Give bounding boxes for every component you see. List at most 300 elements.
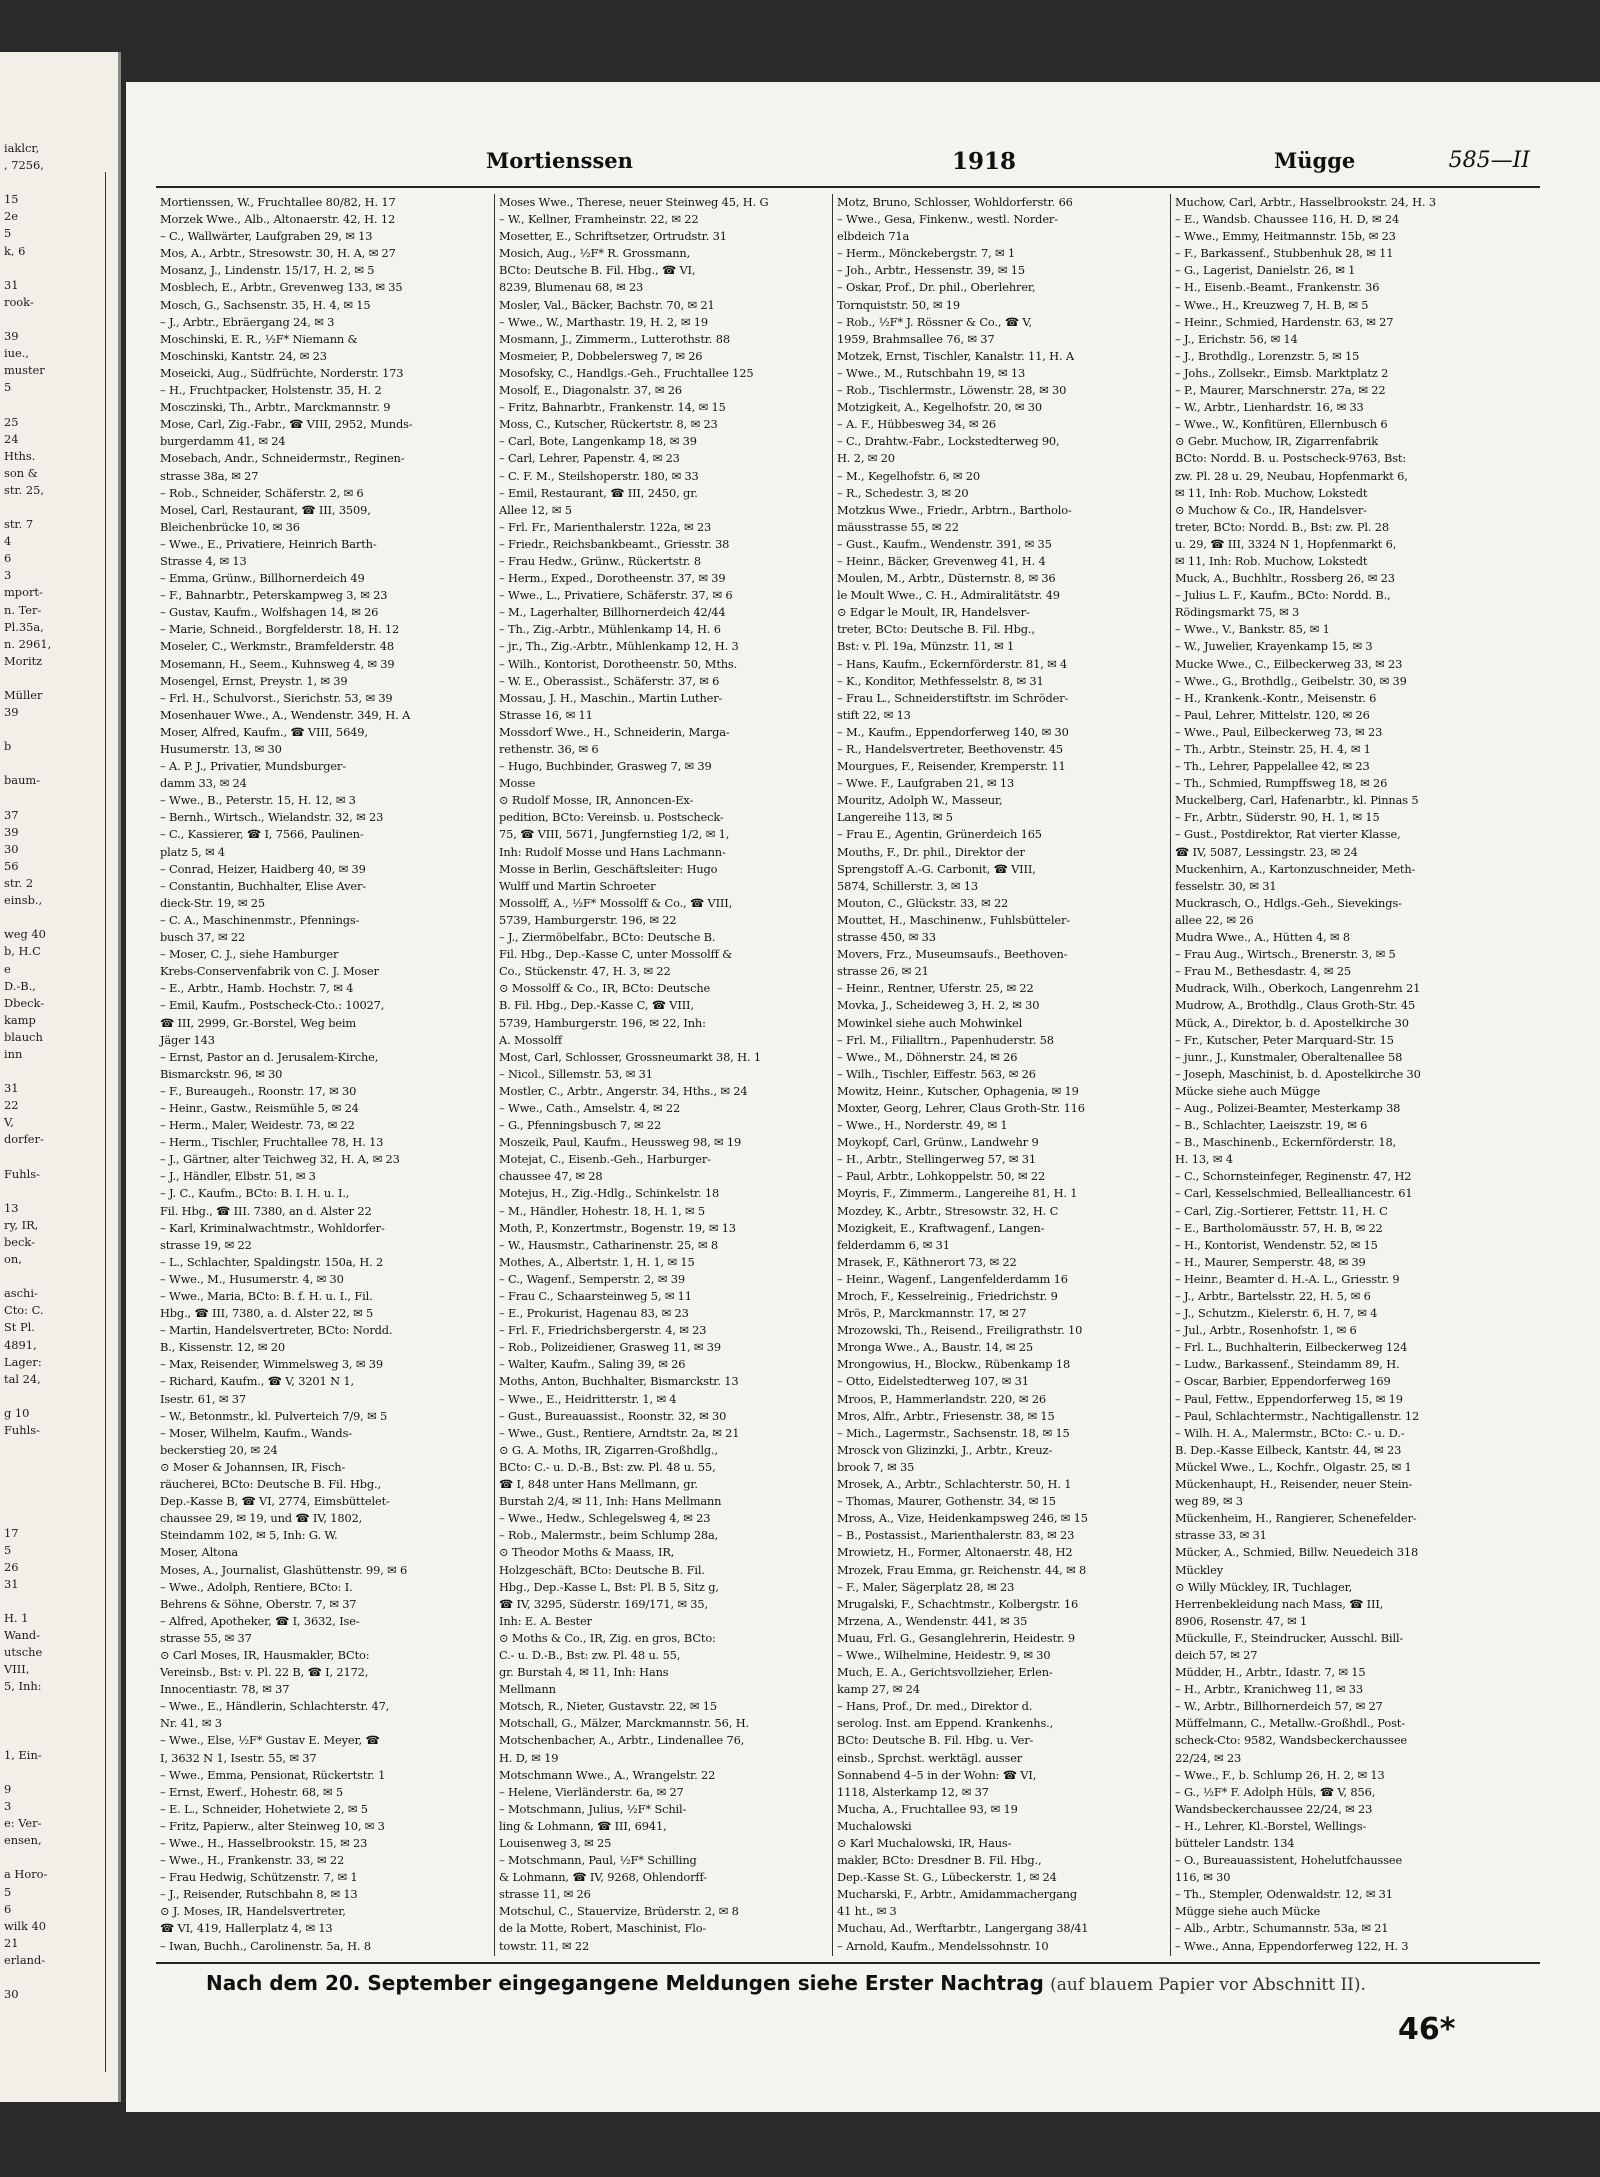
directory-entry-line: 22/24, ✉ 23	[1175, 1750, 1242, 1765]
left-page-line: dorfer-	[4, 1132, 44, 1147]
left-page-line: , 7256,	[4, 158, 44, 173]
directory-entry-line: H. 13, ✉ 4	[1175, 1152, 1233, 1167]
directory-entry-line: Most, Carl, Schlosser, Grossneumarkt 38, H. 1	[499, 1049, 761, 1064]
directory-entry-line: Mossdorf Wwe., H., Schneiderin, Marga-	[499, 724, 730, 739]
left-page-line	[0, 1764, 118, 1781]
directory-entry-line: – A. P. J., Privatier, Mundsburger-	[160, 759, 346, 774]
directory-entry-line: – C., Wagenf., Semperstr. 2, ✉ 39	[499, 1271, 685, 1286]
column-1	[156, 194, 486, 1956]
directory-entry-line: – Helene, Vierländerstr. 6a, ✉ 27	[499, 1784, 684, 1799]
left-page-line: iaklcr,	[4, 141, 40, 155]
directory-entry-line: Fil. Hbg., ☎ III. 7380, an d. Alster 22	[160, 1203, 372, 1218]
directory-entry-line: – F., Bahnarbtr., Peterskampweg 3, ✉ 23	[160, 588, 388, 603]
directory-entry-line: Herrenbekleidung nach Mass, ☎ III,	[1175, 1596, 1384, 1611]
directory-entry-line: – W., Arbtr., Lienhardstr. 16, ✉ 33	[1175, 400, 1364, 415]
directory-entry-line: – Heinr., Schmied, Hardenstr. 63, ✉ 27	[1175, 314, 1394, 329]
directory-entry-line: Mosanz, J., Lindenstr. 15/17, H. 2, ✉ 5	[160, 263, 375, 278]
directory-entry-line: – Wwe., W., Konfitüren, Ellernbusch 6	[1175, 417, 1388, 432]
left-page-line: n. Ter-	[4, 602, 42, 617]
directory-entry-line: makler, BCto: Dresdner B. Fil. Hbg.,	[837, 1853, 1042, 1868]
directory-entry-line: Mos, A., Arbtr., Stresowstr. 30, H. A, ✉ 27	[160, 246, 396, 261]
header-last-name: Mügge	[1274, 148, 1356, 173]
directory-entry-line: – Wwe., Else, ½F* Gustav E. Meyer, ☎	[160, 1733, 380, 1748]
directory-entry-line: Much, E. A., Gerichtsvollzieher, Erlen-	[837, 1665, 1053, 1680]
directory-entry-line: Motschmann Wwe., A., Wrangelstr. 22	[499, 1767, 716, 1782]
directory-entry-line: – Wwe., H., Hasselbrookstr. 15, ✉ 23	[160, 1836, 368, 1850]
directory-entry-line: Mück, A., Direktor, b. d. Apostelkirche 30	[1175, 1015, 1409, 1030]
left-page-line	[0, 1849, 118, 1866]
left-page-line: muster	[4, 363, 45, 378]
directory-entry-line: – M., Händler, Hohestr. 18, H. 1, ✉ 5	[499, 1203, 705, 1218]
directory-entry-line: – Emil, Kaufm., Postscheck-Cto.: 10027,	[160, 998, 385, 1013]
directory-entry-line: – Wwe., Maria, BCto: B. f. H. u. I., Fil.	[160, 1289, 373, 1303]
directory-entry-line: – W., Hausmstr., Catharinenstr. 25, ✉ 8	[499, 1237, 718, 1252]
directory-entry-line: Muchau, Ad., Werftarbtr., Langergang 38/41	[837, 1921, 1089, 1936]
directory-entry-line: – Ludw., Barkassenf., Steindamm 89, H.	[1175, 1357, 1400, 1372]
left-page-line: 5	[4, 226, 12, 241]
directory-entry-line: Mrozek, Frau Emma, gr. Reichenstr. 44, ✉ 8	[837, 1562, 1087, 1577]
directory-entry-line: ⊙ Carl Moses, IR, Hausmakler, BCto:	[160, 1647, 370, 1662]
directory-entry-line: – Alb., Arbtr., Schumannstr. 53a, ✉ 21	[1175, 1921, 1389, 1936]
directory-entry-line: ⊙ Gebr. Muchow, IR, Zigarrenfabrik	[1175, 434, 1379, 449]
directory-entry-line: fesselstr. 30, ✉ 31	[1175, 878, 1277, 893]
left-page-line	[0, 670, 118, 687]
directory-entry-line: Motschul, C., Stauervize, Brüderstr. 2, ✉ 8	[499, 1904, 739, 1919]
directory-entry-line: – Conrad, Heizer, Haidberg 40, ✉ 39	[160, 861, 366, 876]
left-page-line: 22	[4, 1098, 19, 1113]
directory-entry-line: – Moser, Wilhelm, Kaufm., Wands-	[160, 1425, 352, 1440]
directory-entry-line: – Julius L. F., Kaufm., BCto: Nordd. B.,	[1175, 588, 1391, 603]
directory-entry-line: Mückulle, F., Steindrucker, Ausschl. Bill-	[1175, 1630, 1404, 1645]
directory-entry-line: – Carl, Kesselschmied, Bellealliancestr. 61	[1175, 1186, 1413, 1201]
directory-entry-line: – Emma, Grünw., Billhornerdeich 49	[160, 571, 365, 586]
directory-entry-line: Mrozowski, Th., Reisend., Freiligrathstr. 10	[837, 1323, 1083, 1338]
directory-entry-line: chaussee 47, ✉ 28	[499, 1169, 603, 1184]
left-page-line: erland-	[4, 1952, 46, 1967]
directory-entry-line: Müdder, H., Arbtr., Idastr. 7, ✉ 15	[1175, 1665, 1366, 1680]
directory-entry-line: – Wwe., Adolph, Rentiere, BCto: I.	[160, 1579, 353, 1594]
directory-entry-line: Muckenhirn, A., Kartonzuschneider, Meth-	[1175, 861, 1416, 876]
footer-note	[206, 1971, 1366, 1995]
directory-entry-line: – Hugo, Buchbinder, Grasweg 7, ✉ 39	[499, 759, 712, 774]
directory-entry-line: – Wwe., B., Peterstr. 15, H. 12, ✉ 3	[160, 793, 356, 808]
directory-entry-line: – J., Ziermöbelfabr., BCto: Deutsche B.	[499, 930, 716, 945]
directory-entry-line: Mowitz, Heinr., Kutscher, Ophagenia, ✉ 19	[837, 1083, 1079, 1098]
directory-entry-line: I, 3632 N 1, Isestr. 55, ✉ 37	[160, 1750, 317, 1765]
directory-entry-line: dieck-Str. 19, ✉ 25	[160, 895, 265, 910]
directory-entry-line: – Richard, Kaufm., ☎ V, 3201 N 1,	[160, 1374, 354, 1389]
directory-entry-line: Mosetter, E., Schriftsetzer, Ortrudstr. 31	[499, 229, 727, 244]
directory-entry-line: – Wwe., H., Frankenstr. 33, ✉ 22	[160, 1853, 345, 1868]
directory-entry-line: Moses, A., Journalist, Glashüttenstr. 99, ✉ 6	[160, 1562, 408, 1577]
left-page-line	[0, 499, 118, 516]
directory-entry-line: – Th., Zig.-Arbtr., Mühlenkamp 14, H. 6	[499, 622, 721, 637]
directory-entry-line: – Thomas, Maurer, Gothenstr. 34, ✉ 15	[837, 1494, 1056, 1509]
directory-entry-line: scheck-Cto: 9582, Wandsbeckerchaussee	[1175, 1733, 1408, 1748]
directory-entry-line: – E. L., Schneider, Hohetwiete 2, ✉ 5	[160, 1801, 368, 1816]
directory-entry-line: Rödingsmarkt 75, ✉ 3	[1175, 605, 1300, 620]
directory-entry-line: – Wwe., Paul, Eilbeckerweg 73, ✉ 23	[1175, 724, 1383, 739]
directory-entry-line: Moth, P., Konzertmstr., Bogenstr. 19, ✉ 13	[499, 1220, 736, 1235]
directory-entry-line: Muchow, Carl, Arbtr., Hasselbrookstr. 24, H. 3	[1175, 195, 1436, 209]
directory-entry-line: Moseler, C., Werkmstr., Bramfelderstr. 48	[160, 639, 394, 654]
directory-entry-line: Mroch, F., Kesselreinig., Friedrichstr. 9	[837, 1289, 1058, 1303]
directory-entry-line: Mosse	[499, 776, 536, 791]
left-page-line: n. 2961,	[4, 636, 52, 651]
directory-entry-line: – F., Barkassenf., Stubbenhuk 28, ✉ 11	[1175, 246, 1394, 261]
left-page-column-rule	[105, 172, 106, 2072]
directory-entry-line: Nr. 41, ✉ 3	[160, 1716, 222, 1731]
directory-entry-line: elbdeich 71a	[837, 229, 910, 244]
directory-entry-line: ☎ III, 2999, Gr.-Borstel, Weg beim	[160, 1015, 357, 1030]
directory-entry-line: – Nicol., Sillemstr. 53, ✉ 31	[499, 1066, 653, 1081]
directory-entry-line: Mosler, Val., Bäcker, Bachstr. 70, ✉ 21	[499, 297, 715, 312]
left-page-line	[0, 1508, 118, 1525]
directory-entry-line: – F., Maler, Sägerplatz 28, ✉ 23	[837, 1579, 1015, 1594]
directory-entry-line: Mrosck von Glizinzki, J., Arbtr., Kreuz-	[837, 1442, 1053, 1457]
left-page-line: ensen,	[4, 1833, 42, 1848]
directory-entry-line: Mouttet, H., Maschinenw., Fuhlsbütteler-	[837, 912, 1070, 927]
directory-entry-line: Motz, Bruno, Schlosser, Wohldorferstr. 66	[837, 195, 1073, 209]
directory-entry-line: Burstah 2/4, ✉ 11, Inh: Hans Mellmann	[499, 1494, 722, 1509]
directory-entry-line: B. Dep.-Kasse Eilbeck, Kantstr. 44, ✉ 23	[1175, 1442, 1402, 1457]
directory-entry-line: – Carl, Bote, Langenkamp 18, ✉ 39	[499, 434, 697, 449]
directory-entry-line: Mouton, C., Glückstr. 33, ✉ 22	[837, 895, 1009, 910]
directory-entry-line: – Rob., Tischlermstr., Löwenstr. 28, ✉ 30	[837, 383, 1067, 398]
directory-entry-line: – Wwe., Gust., Rentiere, Arndtstr. 2a, ✉ 21	[499, 1425, 740, 1440]
directory-entry-line: de la Motte, Robert, Maschinist, Flo-	[499, 1921, 707, 1936]
left-page-line: 30	[4, 1987, 19, 2002]
directory-entry-line: chaussee 29, ✉ 19, und ☎ IV, 1802,	[160, 1511, 363, 1526]
left-page-line: k, 6	[4, 243, 26, 258]
directory-entry-line: Mrasek, F., Käthnerort 73, ✉ 22	[837, 1254, 1017, 1269]
directory-entry-line: – B., Postassist., Marienthalerstr. 83, ✉ 23	[837, 1528, 1075, 1543]
directory-entry-line: Isestr. 61, ✉ 37	[160, 1391, 246, 1406]
directory-entry-line: Mothes, A., Albertstr. 1, H. 1, ✉ 15	[499, 1254, 695, 1269]
directory-entry-line: Motejus, H., Zig.-Hdlg., Schinkelstr. 18	[499, 1186, 720, 1201]
directory-entry-line: – Ernst, Pastor an d. Jerusalem-Kirche,	[160, 1049, 379, 1064]
footer-note-main: Nach dem 20. September eingegangene Meldungen siehe Erster Nachtrag	[206, 1971, 1044, 1995]
directory-entry-line: – Herm., Exped., Dorotheenstr. 37, ✉ 39	[499, 571, 726, 586]
directory-entry-line: 75, ☎ VIII, 5671, Jungfernstieg 1/2, ✉ 1,	[499, 827, 730, 842]
left-page-line: kamp	[4, 1012, 36, 1027]
directory-entry-line: – Hans, Kaufm., Eckernförderstr. 81, ✉ 4	[837, 656, 1068, 671]
directory-entry-line: – H., Maurer, Semperstr. 48, ✉ 39	[1175, 1254, 1366, 1269]
directory-entry-line: & Lohmann, ☎ IV, 9268, Ohlendorff-	[499, 1870, 707, 1885]
directory-entry-line: – Aug., Polizei-Beamter, Mesterkamp 38	[1175, 1100, 1401, 1115]
directory-entry-line: – B., Schlachter, Laeiszstr. 19, ✉ 6	[1175, 1118, 1368, 1133]
directory-entry-line: burgerdamm 41, ✉ 24	[160, 434, 286, 449]
directory-entry-line: – Paul, Lehrer, Mittelstr. 120, ✉ 26	[1175, 707, 1370, 722]
directory-entry-line: – E., Wandsb. Chaussee 116, H. D, ✉ 24	[1175, 212, 1400, 227]
directory-entry-line: Mosich, Aug., ½F* R. Grossmann,	[499, 246, 691, 261]
directory-entry-line: – H., Kontorist, Wendenstr. 52, ✉ 15	[1175, 1237, 1378, 1252]
directory-entry-line	[833, 1955, 1163, 1956]
directory-entry-line: – M., Kegelhofstr. 6, ✉ 20	[837, 468, 980, 483]
directory-entry-line: – Wilh., Kontorist, Dorotheenstr. 50, Mths.	[499, 656, 738, 671]
left-page-line: Wand-	[4, 1628, 40, 1643]
directory-entry-line: ⊙ G. A. Moths, IR, Zigarren-Großhdlg.,	[499, 1442, 718, 1457]
directory-entry-line: – Joseph, Maschinist, b. d. Apostelkirche 30	[1175, 1066, 1421, 1081]
directory-entry-line: – H., Eisenb.-Beamt., Frankenstr. 36	[1175, 280, 1380, 295]
sheet-number: 46*	[1398, 2012, 1456, 2047]
directory-entry-line: 1959, Brahmsallee 76, ✉ 37	[837, 331, 995, 346]
directory-entry-line: – Frl. M., Filialltrn., Papenhuderstr. 58	[837, 1032, 1054, 1047]
directory-entry-line: – Motschmann, Julius, ½F* Schil-	[499, 1801, 687, 1816]
directory-entry-line: Moser, Altona	[160, 1545, 239, 1560]
directory-entry-line: Mückenhaupt, H., Reisender, neuer Stein-	[1175, 1477, 1413, 1492]
directory-entry-line: – junr., J., Kunstmaler, Oberaltenallee 58	[1175, 1049, 1403, 1064]
directory-entry-line: B., Kissenstr. 12, ✉ 20	[160, 1340, 285, 1355]
directory-entry-line: Mückenheim, H., Rangierer, Schenefelder-	[1175, 1511, 1417, 1526]
directory-entry-line: – J., Arbtr., Bartelsstr. 22, H. 5, ✉ 6	[1175, 1289, 1371, 1303]
directory-entry-line: – Constantin, Buchhalter, Elise Aver-	[160, 878, 367, 893]
directory-entry-line: – Bernh., Wirtsch., Wielandstr. 32, ✉ 23	[160, 810, 384, 825]
directory-entry-line: ling & Lohmann, ☎ III, 6941,	[499, 1818, 667, 1833]
directory-entry-line: ⊙ Moths & Co., IR, Zig. en gros, BCto:	[499, 1630, 716, 1645]
left-page-line	[0, 1593, 118, 1610]
directory-entry-line: Muau, Frl. G., Gesanglehrerin, Heidestr. 9	[837, 1630, 1075, 1645]
directory-entry-line: ✉ 11, Inh: Rob. Muchow, Lokstedt	[1175, 553, 1368, 568]
directory-entry-line: – E., Bartholomäusstr. 57, H. B, ✉ 22	[1175, 1220, 1383, 1235]
directory-entry-line: Mucha, A., Fruchtallee 93, ✉ 19	[837, 1801, 1018, 1816]
left-page-line	[0, 721, 118, 738]
directory-entry-line: towstr. 11, ✉ 22	[499, 1938, 590, 1953]
left-page-line	[0, 311, 118, 328]
directory-entry-line: – W., Kellner, Framheinstr. 22, ✉ 22	[499, 212, 699, 227]
directory-entry-line: – Carl, Lehrer, Papenstr. 4, ✉ 23	[499, 451, 680, 466]
directory-entry-line: – Th., Arbtr., Steinstr. 25, H. 4, ✉ 1	[1175, 742, 1371, 756]
directory-entry-line: Allee 12, ✉ 5	[499, 502, 572, 517]
page-header	[156, 148, 1530, 188]
directory-entry-line: – Wwe., Emma, Pensionat, Rückertstr. 1	[160, 1767, 386, 1782]
directory-entry-line: Jäger 143	[160, 1032, 215, 1047]
directory-entry-line: – G., ½F* F. Adolph Hüls, ☎ V, 856,	[1175, 1784, 1376, 1799]
left-page-line: str. 25,	[4, 482, 44, 497]
directory-entry-line: – Motschmann, Paul, ½F* Schilling	[499, 1853, 697, 1868]
directory-entry-line: – Wwe., W., Marthastr. 19, H. 2, ✉ 19	[499, 314, 708, 329]
directory-entry-line: – Marie, Schneid., Borgfelderstr. 18, H. 12	[160, 622, 400, 637]
directory-entry-line: – Wwe., Anna, Eppendorferweg 122, H. 3	[1175, 1938, 1409, 1953]
directory-entry-line: – Jul., Arbtr., Rosenhofstr. 1, ✉ 6	[1175, 1323, 1357, 1338]
directory-entry-line: ⊙ J. Moses, IR, Handelsvertreter,	[160, 1904, 346, 1919]
footer-rule	[156, 1962, 1540, 1964]
left-page-line: Dbeck-	[4, 995, 45, 1010]
directory-entry-line: Mose, Carl, Zig.-Fabr., ☎ VIII, 2952, Munds-	[160, 417, 413, 432]
left-page-line: on,	[4, 1252, 22, 1267]
directory-entry-line: – Wwe., Emmy, Heitmannstr. 15b, ✉ 23	[1175, 229, 1396, 244]
directory-entry-line: – H., Lehrer, Kl.-Borstel, Wellings-	[1175, 1818, 1367, 1833]
directory-entry-line: – Frau M., Bethesdastr. 4, ✉ 25	[1175, 964, 1351, 979]
left-page-line: wilk 40	[4, 1918, 47, 1933]
directory-entry-line: Moser, Alfred, Kaufm., ☎ VIII, 5649,	[160, 724, 368, 739]
directory-entry-line: Mosel, Carl, Restaurant, ☎ III, 3509,	[160, 502, 371, 517]
directory-entry-line: strasse 38a, ✉ 27	[160, 468, 259, 483]
directory-entry-line: H. D, ✉ 19	[499, 1750, 559, 1765]
directory-entry-line: – Iwan, Buchh., Carolinenstr. 5a, H. 8	[160, 1938, 371, 1953]
directory-entry-line: – jr., Th., Zig.-Arbtr., Mühlenkamp 12, H. 3	[499, 639, 739, 654]
directory-entry-line: Mronga Wwe., A., Baustr. 14, ✉ 25	[837, 1340, 1033, 1355]
directory-entry-line: Sprengstoff A.-G. Carbonit, ☎ VIII,	[837, 861, 1036, 876]
directory-entry-line: – C., Kassierer, ☎ I, 7566, Paulinen-	[160, 827, 364, 842]
directory-entry-line: Mückel Wwe., L., Kochfr., Olgastr. 25, ✉ 1	[1175, 1459, 1412, 1474]
directory-entry-line: Mosebach, Andr., Schneidermstr., Reginen-	[160, 451, 405, 466]
directory-entry-line: Moyris, F., Zimmerm., Langereihe 81, H. 1	[837, 1186, 1078, 1201]
directory-entry-line: – Fritz, Bahnarbtr., Frankenstr. 14, ✉ 15	[499, 400, 726, 415]
directory-entry-line: Motschall, G., Mälzer, Marckmannstr. 56, H.	[499, 1716, 749, 1731]
directory-entry-line: 5739, Hamburgerstr. 196, ✉ 22, Inh:	[499, 1015, 706, 1030]
directory-entry-line: – Wwe., Cath., Amselstr. 4, ✉ 22	[499, 1100, 681, 1115]
directory-entry-line: – Frau L., Schneiderstiftstr. im Schröder-	[837, 690, 1069, 705]
directory-entry-line: platz 5, ✉ 4	[160, 844, 226, 859]
directory-entry-line: BCto: Deutsche B. Fil. Hbg. u. Ver-	[837, 1733, 1034, 1748]
directory-entry-line: Mücke siehe auch Mügge	[1175, 1083, 1321, 1098]
directory-entry-line: Moxter, Georg, Lehrer, Claus Groth-Str. 116	[837, 1100, 1085, 1115]
directory-entry-line: ⊙ Rudolf Mosse, IR, Annoncen-Ex-	[499, 793, 694, 808]
directory-entry-line: serolog. Inst. am Eppend. Krankenhs.,	[837, 1716, 1054, 1731]
directory-entry-line: – R., Handelsvertreter, Beethovenstr. 45	[837, 742, 1063, 756]
directory-entry-line: Mowinkel siehe auch Mohwinkel	[837, 1015, 1023, 1030]
directory-entry-line: – Frl. H., Schulvorst., Sierichstr. 53, ✉ 39	[160, 690, 393, 705]
directory-entry-line: Mros, Alfr., Arbtr., Friesenstr. 38, ✉ 15	[837, 1408, 1055, 1423]
directory-entry-line: einsb., Sprchst. werktägl. ausser	[837, 1750, 1023, 1765]
directory-entry-line: – W., Betonmstr., kl. Pulverteich 7/9, ✉ 5	[160, 1408, 388, 1423]
directory-entry-line: Mouths, F., Dr. phil., Direktor der	[837, 844, 1025, 859]
directory-entry-line: – F., Bureaugeh., Roonstr. 17, ✉ 30	[160, 1083, 357, 1098]
directory-entry-line: Mückley	[1175, 1562, 1224, 1577]
directory-entry-line	[1171, 1955, 1501, 1956]
left-page-line	[0, 1713, 118, 1730]
directory-entry-line: – Emil, Restaurant, ☎ III, 2450, gr.	[499, 485, 698, 500]
left-page-line: 13	[4, 1200, 19, 1215]
directory-entry-line: Inh: Rudolf Mosse und Hans Lachmann-	[499, 844, 726, 859]
left-page-line: b	[4, 739, 12, 754]
directory-entry-line: – Ernst, Ewerf., Hohestr. 68, ✉ 5	[160, 1784, 343, 1799]
directory-entry-line: strasse 26, ✉ 21	[837, 964, 929, 979]
directory-entry-line: – Th., Stempler, Odenwaldstr. 12, ✉ 31	[1175, 1887, 1393, 1902]
directory-entry-line: – Max, Reisender, Wimmelsweg 3, ✉ 39	[160, 1357, 383, 1372]
directory-entry-line: busch 37, ✉ 22	[160, 930, 246, 945]
directory-entry-line: Moulen, M., Arbtr., Düsternstr. 8, ✉ 36	[837, 571, 1056, 586]
directory-entry-line: – Wwe., H., Norderstr. 49, ✉ 1	[837, 1118, 1008, 1133]
left-page-line	[0, 909, 118, 926]
left-page-line	[0, 1456, 118, 1473]
directory-entry-line: Muckelberg, Carl, Hafenarbtr., kl. Pinnas 5	[1175, 793, 1419, 808]
directory-entry-line: Husumerstr. 13, ✉ 30	[160, 742, 282, 756]
left-page-line	[0, 1696, 118, 1713]
directory-entry-line: – Th., Schmied, Rumpffsweg 18, ✉ 26	[1175, 776, 1388, 791]
directory-entry-line: Motzek, Ernst, Tischler, Kanalstr. 11, H. A	[837, 348, 1074, 363]
left-page-line: Hths.	[4, 448, 36, 463]
directory-entry-line: – W. E., Oberassist., Schäferstr. 37, ✉ 6	[499, 673, 720, 688]
directory-entry-line: – H., Krankenk.-Kontr., Meisenstr. 6	[1175, 690, 1377, 705]
left-page-line: 39	[4, 329, 19, 344]
directory-entry-line: – J. C., Kaufm., BCto: B. I. H. u. I.,	[160, 1186, 350, 1201]
directory-entry-line: Behrens & Söhne, Oberstr. 7, ✉ 37	[160, 1596, 357, 1611]
directory-entry-line: Langereihe 113, ✉ 5	[837, 810, 953, 825]
left-page-line: 25	[4, 414, 19, 429]
left-page-line: 5, Inh:	[4, 1679, 42, 1694]
directory-entry-line: Moschinski, E. R., ½F* Niemann &	[160, 331, 358, 346]
header-rule	[156, 186, 1540, 188]
left-page-line: 37	[4, 807, 19, 822]
directory-entry-line: bütteler Landstr. 134	[1175, 1836, 1295, 1850]
directory-entry-line: 8239, Blumenau 68, ✉ 23	[499, 280, 644, 295]
directory-entry-line: Mrugalski, F., Schachtmstr., Kolbergstr. 16	[837, 1596, 1079, 1611]
directory-entry-line: BCto: Nordd. B. u. Postscheck-9763, Bst:	[1175, 451, 1407, 466]
directory-entry-line: – Wwe., M., Rutschbahn 19, ✉ 13	[837, 365, 1026, 380]
left-page-line: 31	[4, 1081, 19, 1096]
directory-entry-line: Moschinski, Kantstr. 24, ✉ 23	[160, 348, 327, 363]
directory-columns	[156, 194, 1502, 1956]
directory-entry-line: Sonnabend 4–5 in der Wohn: ☎ VI,	[837, 1767, 1037, 1782]
directory-entry-line: – Martin, Handelsvertreter, BCto: Nordd.	[160, 1323, 393, 1338]
directory-entry-line: Mosczinski, Th., Arbtr., Marckmannstr. 9	[160, 400, 391, 415]
directory-entry-line: Krebs-Conservenfabrik von C. J. Moser	[160, 964, 379, 979]
directory-entry-line: u. 29, ☎ III, 3324 N 1, Hopfenmarkt 6,	[1175, 536, 1397, 551]
directory-entry-line: Moss, C., Kutscher, Rückertstr. 8, ✉ 23	[499, 417, 718, 432]
directory-entry-line: Mudra Wwe., A., Hütten 4, ✉ 8	[1175, 930, 1350, 945]
directory-entry-line: – Frl. Fr., Marienthalerstr. 122a, ✉ 23	[499, 519, 712, 534]
directory-entry-line: – Wwe., Hedw., Schlegelsweg 4, ✉ 23	[499, 1511, 711, 1526]
directory-entry-line: – Rob., Malermstr., beim Schlump 28a,	[499, 1528, 719, 1543]
left-page-fragment	[0, 52, 121, 2102]
directory-entry-line: Mozigkeit, E., Kraftwagenf., Langen-	[837, 1220, 1045, 1235]
directory-entry-line: – Herm., Maler, Weidestr. 73, ✉ 22	[160, 1118, 355, 1133]
directory-entry-line: – Wwe., L., Privatiere, Schäferstr. 37, ✉ 6	[499, 588, 733, 603]
directory-entry-line: – Paul, Arbtr., Lohkoppelstr. 50, ✉ 22	[837, 1169, 1046, 1184]
left-page-line: H. 1	[4, 1611, 29, 1626]
directory-entry-line: – Herm., Tischler, Fruchtallee 78, H. 13	[160, 1135, 384, 1150]
directory-entry-line: – G., Lagerist, Danielstr. 26, ✉ 1	[1175, 263, 1356, 278]
directory-entry-line: Morzek Wwe., Alb., Altonaerstr. 42, H. 12	[160, 212, 396, 227]
directory-entry-line: – Arnold, Kaufm., Mendelssohnstr. 10	[837, 1938, 1049, 1953]
left-page-line: Pl.35a,	[4, 619, 44, 634]
directory-entry-line: Motzkus Wwe., Friedr., Arbtrn., Bartholo-	[837, 502, 1072, 517]
left-page-line: Moritz	[4, 653, 43, 668]
directory-entry-line: ⊙ Muchow & Co., IR, Handelsver-	[1175, 502, 1367, 517]
directory-entry-line: Movka, J., Scheideweg 3, H. 2, ✉ 30	[837, 998, 1040, 1013]
left-page-line: D.-B.,	[4, 978, 36, 993]
left-page-line: ry, IR,	[4, 1217, 39, 1232]
directory-entry-line: Mosblech, E., Arbtr., Grevenweg 133, ✉ 35	[160, 280, 403, 295]
left-page-line	[0, 1183, 118, 1200]
directory-entry-line: BCto: C.- u. D.-B., Bst: zw. Pl. 48 u. 55,	[499, 1459, 716, 1474]
directory-entry-line: treter, BCto: Nordd. B., Bst: zw. Pl. 28	[1175, 519, 1389, 534]
directory-entry-line: ⊙ Theodor Moths & Maass, IR,	[499, 1545, 675, 1560]
left-page-line: 17	[4, 1525, 19, 1540]
directory-entry-line: deich 57, ✉ 27	[1175, 1647, 1258, 1662]
left-page-line	[0, 790, 118, 807]
directory-entry-line: – Wwe., E., Heidritterstr. 1, ✉ 4	[499, 1391, 677, 1406]
directory-entry-line: – Karl, Kriminalwachtmstr., Wohldorfer-	[160, 1220, 385, 1235]
directory-entry-line: – J., Brothdlg., Lorenzstr. 5, ✉ 15	[1175, 348, 1360, 363]
directory-entry-line: – Wwe., Wilhelmine, Heidestr. 9, ✉ 30	[837, 1647, 1051, 1662]
left-page-line: Müller	[4, 688, 43, 702]
directory-entry-line: – K., Konditor, Methfesselstr. 8, ✉ 31	[837, 673, 1044, 688]
directory-entry-line: C.- u. D.-B., Bst: zw. Pl. 48 u. 55,	[499, 1647, 681, 1662]
left-page-line: VIII,	[4, 1662, 30, 1677]
directory-entry-line: ☎ IV, 5087, Lessingstr. 23, ✉ 24	[1175, 844, 1358, 859]
left-page-line: g 10	[4, 1405, 30, 1420]
left-page-line: e	[4, 961, 11, 976]
directory-entry-line: Mucke Wwe., C., Eilbeckerweg 33, ✉ 23	[1175, 656, 1403, 671]
directory-entry-line: Bst: v. Pl. 19a, Münzstr. 11, ✉ 1	[837, 639, 1015, 654]
directory-entry-line: strasse 450, ✉ 33	[837, 930, 936, 945]
directory-entry-line: Motejat, C., Eisenb.-Geh., Harburger-	[499, 1152, 711, 1167]
left-page-line	[0, 174, 118, 191]
directory-entry-line: strasse 19, ✉ 22	[160, 1237, 252, 1252]
